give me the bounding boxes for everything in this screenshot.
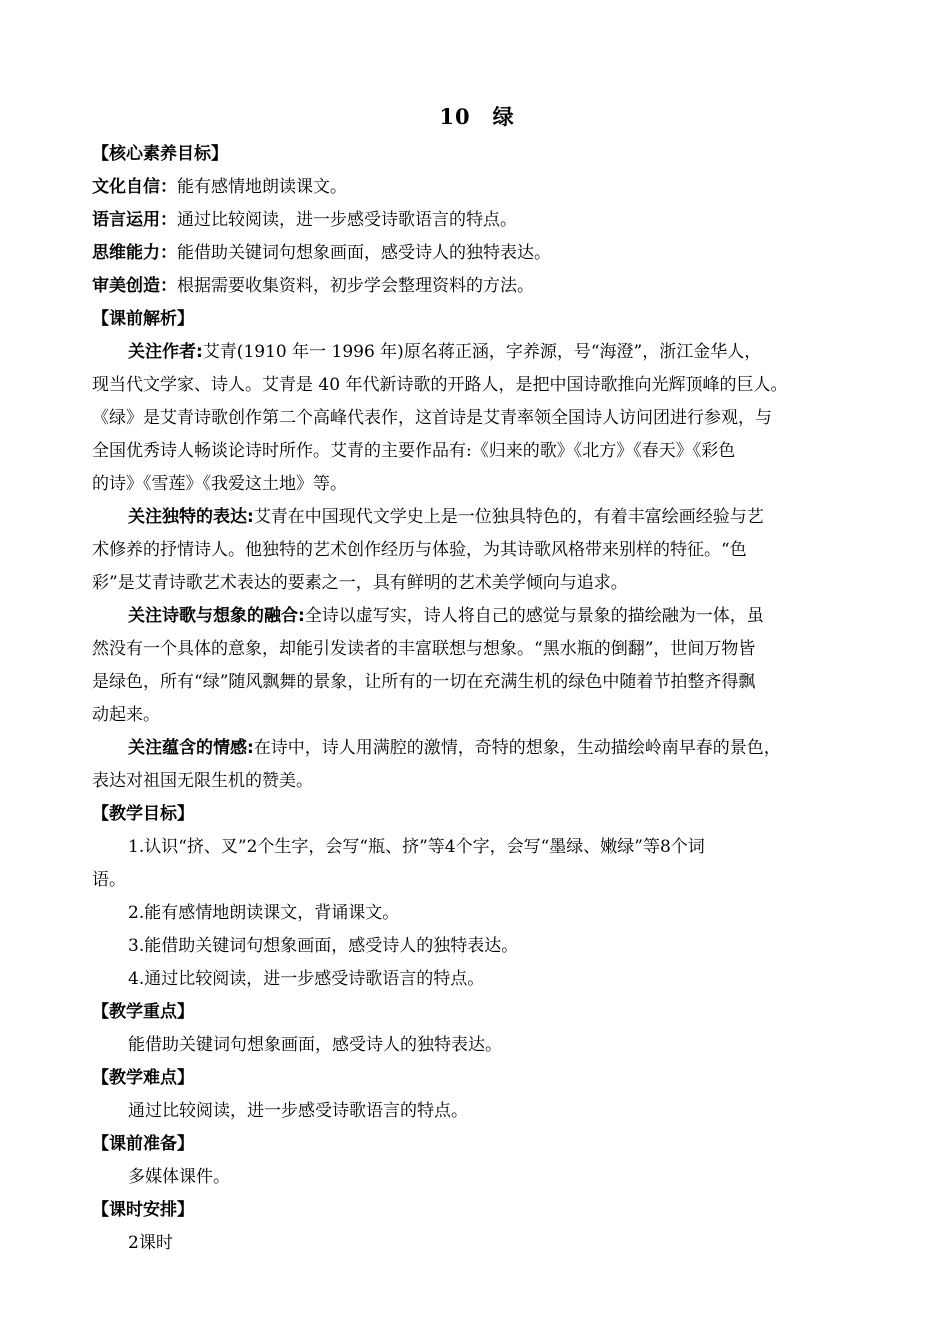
analysis-paragraph-line: 的诗》《雪莲》《我爱这土地》等。 [92, 474, 347, 494]
schedule-text: 2课时 [128, 1233, 173, 1253]
difficulties-heading: 【教学难点】 [92, 1068, 194, 1088]
difficulties-text: 通过比较阅读，进一步感受诗歌语言的特点。 [128, 1101, 468, 1121]
analysis-text: 艾青(1910 年一 1996 年)原名蒋正涵，字养源，号“海澄”，浙江金华人， [202, 342, 762, 362]
teaching-goals-heading: 【教学目标】 [92, 804, 194, 824]
core-goal-text: 能有感情地朗读课文。 [177, 177, 347, 197]
analysis-paragraph-line [128, 605, 764, 627]
analysis-label-author: 关注作者: [128, 342, 203, 362]
analysis-paragraph-line: 动起来。 [92, 705, 160, 725]
analysis-paragraph-line: 术修养的抒情诗人。他独特的艺术创作经历与体验，为其诗歌风格带来别样的特征。“色 [92, 540, 747, 560]
analysis-paragraph-line: 然没有一个具体的意象，却能引发读者的丰富联想与想象。“黑水瓶的倒翻”，世间万物皆 [92, 639, 756, 659]
core-goals-heading: 【核心素养目标】 [92, 144, 228, 164]
key-points-heading: 【教学重点】 [92, 1002, 194, 1022]
preparation-heading: 【课前准备】 [92, 1134, 194, 1154]
schedule-heading: 【课时安排】 [92, 1200, 194, 1220]
core-goal-text: 能借助关键词句想象画面，感受诗人的独特表达。 [177, 243, 551, 263]
analysis-paragraph-line: 《绿》是艾青诗歌创作第二个高峰代表作，这首诗是艾青率领全国诗人访问团进行参观，与 [92, 408, 772, 428]
analysis-label-imagination: 关注诗歌与想象的融合: [128, 606, 305, 626]
preparation-text: 多媒体课件。 [128, 1167, 230, 1187]
teaching-goal-line: 2.能有感情地朗读课文，背诵课文。 [128, 903, 400, 923]
teaching-goal-line: 3.能借助关键词句想象画面，感受诗人的独特表达。 [128, 936, 519, 956]
analysis-paragraph-line [128, 737, 781, 759]
analysis-text: 艾青在中国现代文学史上是一位独具特色的，有着丰富绘画经验与艺 [253, 507, 764, 527]
key-points-text: 能借助关键词句想象画面，感受诗人的独特表达。 [128, 1035, 502, 1055]
analysis-paragraph-line: 彩”是艾青诗歌艺术表达的要素之一，具有鲜明的艺术美学倾向与追求。 [92, 573, 628, 593]
teaching-goal-line: 1.认识“挤、叉”2个生字，会写“瓶、挤”等4个字，会写“墨绿、嫩绿”等8个词 [128, 837, 705, 857]
core-goal-item [92, 209, 517, 231]
analysis-paragraph-line: 现当代文学家、诗人。艾青是 40 年代新诗歌的开路人，是把中国诗歌推向光辉顶峰的巨人。 [92, 375, 788, 395]
core-goal-text: 根据需要收集资料，初步学会整理资料的方法。 [177, 276, 534, 296]
analysis-paragraph-line [128, 506, 764, 528]
analysis-paragraph-line [128, 341, 761, 363]
analysis-label-expression: 关注独特的表达: [128, 507, 254, 527]
analysis-paragraph-line: 是绿色，所有“绿”随风飘舞的景象，让所有的一切在充满生机的绿色中随着节拍整齐得飘 [92, 672, 756, 692]
analysis-paragraph-line: 全国优秀诗人畅谈论诗时所作。艾青的主要作品有:《归来的歌》《北方》《春天》《彩色 [92, 441, 736, 461]
core-goal-label: 思维能力： [92, 243, 177, 263]
analysis-text: 全诗以虚写实，诗人将自己的感觉与景象的描绘融为一体，虽 [304, 606, 764, 626]
lesson-title: 10 绿 [439, 104, 515, 129]
analysis-heading: 【课前解析】 [92, 309, 194, 329]
teaching-goal-line: 语。 [92, 870, 126, 890]
core-goal-label: 审美创造： [92, 276, 177, 296]
analysis-paragraph-line: 表达对祖国无限生机的赞美。 [92, 771, 313, 791]
core-goal-item [92, 176, 347, 198]
analysis-label-emotion: 关注蕴含的情感: [128, 738, 254, 758]
core-goal-label: 文化自信： [92, 177, 177, 197]
analysis-text: 在诗中，诗人用满腔的激情，奇特的想象，生动描绘岭南早春的景色， [253, 738, 781, 758]
core-goal-item [92, 242, 551, 264]
core-goal-label: 语言运用： [92, 210, 177, 230]
core-goal-text: 通过比较阅读，进一步感受诗歌语言的特点。 [177, 210, 517, 230]
core-goal-item [92, 275, 534, 297]
teaching-goal-line: 4.通过比较阅读，进一步感受诗歌语言的特点。 [128, 969, 485, 989]
